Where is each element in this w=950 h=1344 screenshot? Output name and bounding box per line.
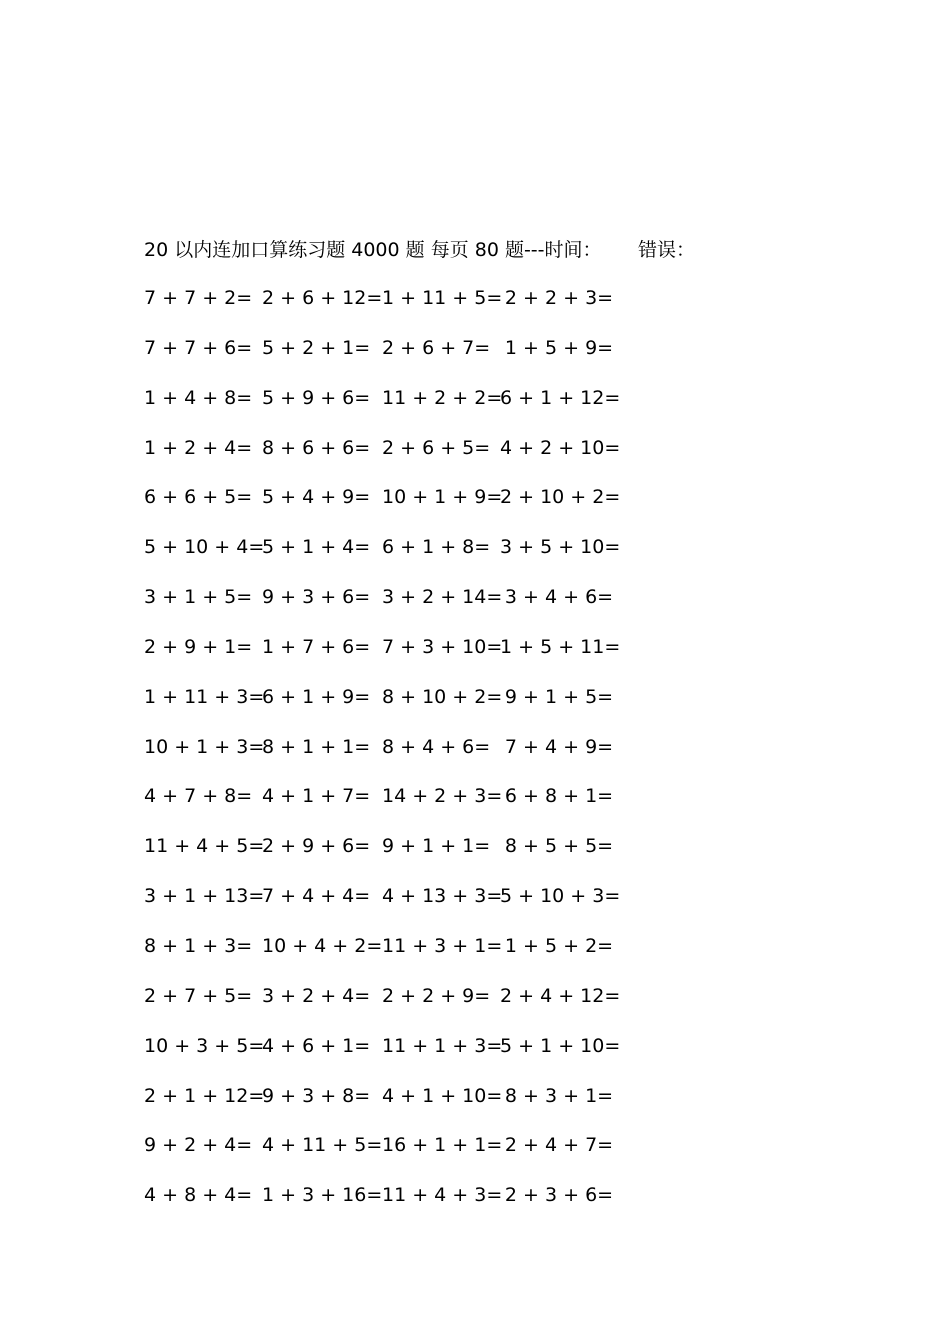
addition-problem: 1 + 3 + 16=: [262, 1184, 383, 1207]
addition-problem: 4 + 8 + 4=: [144, 1184, 253, 1207]
addition-problem: 7 + 4 + 9=: [504, 735, 614, 758]
worksheet-title: 20 以内连加口算练习题 4000 题 每页 80 题---时间：: [144, 239, 602, 261]
addition-problem: 6 + 6 + 5=: [144, 486, 253, 509]
addition-problem: 6 + 1 + 12=: [500, 386, 621, 409]
errors-label: 错误：: [638, 239, 696, 261]
addition-problem: 4 + 1 + 10=: [382, 1084, 503, 1107]
problem-row: [144, 334, 624, 384]
addition-problem: 9 + 3 + 8=: [262, 1084, 371, 1107]
addition-problem: 16 + 1 + 1=: [382, 1134, 503, 1157]
addition-problem: 8 + 5 + 5=: [504, 835, 614, 858]
addition-problem: 2 + 6 + 7=: [382, 336, 491, 359]
addition-problem: 7 + 3 + 10=: [382, 635, 503, 658]
problem-row: [144, 1181, 624, 1231]
addition-problem: 4 + 7 + 8=: [144, 785, 253, 808]
addition-problem: 6 + 8 + 1=: [504, 785, 614, 808]
addition-problem: 7 + 7 + 6=: [144, 336, 253, 359]
addition-problem: 14 + 2 + 3=: [382, 785, 503, 808]
addition-problem: 3 + 1 + 13=: [144, 885, 265, 908]
addition-problem: 2 + 7 + 5=: [144, 984, 253, 1007]
addition-problem: 8 + 6 + 6=: [262, 436, 371, 459]
addition-problem: 8 + 10 + 2=: [382, 685, 503, 708]
addition-problem: 10 + 4 + 2=: [262, 934, 383, 957]
addition-problem: 5 + 10 + 4=: [144, 536, 265, 559]
addition-problem: 1 + 5 + 11=: [500, 635, 621, 658]
addition-problem: 9 + 1 + 1=: [382, 835, 491, 858]
addition-problem: 2 + 4 + 7=: [504, 1134, 614, 1157]
problem-row: [144, 882, 624, 932]
addition-problem: 1 + 11 + 3=: [144, 685, 265, 708]
addition-problem: 9 + 3 + 6=: [262, 586, 371, 609]
addition-problem: 3 + 1 + 5=: [144, 586, 253, 609]
addition-problem: 11 + 1 + 3=: [382, 1034, 503, 1057]
addition-problem: 5 + 1 + 4=: [262, 536, 371, 559]
problem-grid: [144, 284, 624, 1231]
problem-row: [144, 932, 624, 982]
addition-problem: 5 + 4 + 9=: [262, 486, 371, 509]
addition-problem: 3 + 2 + 4=: [262, 984, 371, 1007]
addition-problem: 1 + 2 + 4=: [144, 436, 253, 459]
problem-row: [144, 483, 624, 533]
addition-problem: 7 + 4 + 4=: [262, 885, 371, 908]
addition-problem: 10 + 1 + 3=: [144, 735, 265, 758]
addition-problem: 2 + 10 + 2=: [500, 486, 621, 509]
addition-problem: 5 + 1 + 10=: [500, 1034, 621, 1057]
addition-problem: 2 + 3 + 6=: [504, 1184, 614, 1207]
addition-problem: 2 + 9 + 1=: [144, 635, 253, 658]
addition-problem: 8 + 4 + 6=: [382, 735, 491, 758]
addition-problem: 11 + 2 + 2=: [382, 386, 503, 409]
problem-row: [144, 832, 624, 882]
addition-problem: 2 + 2 + 9=: [382, 984, 491, 1007]
addition-problem: 8 + 1 + 1=: [262, 735, 371, 758]
addition-problem: 2 + 6 + 12=: [262, 287, 383, 309]
addition-problem: 4 + 1 + 7=: [262, 785, 371, 808]
problem-row: [144, 284, 624, 334]
addition-problem: 2 + 2 + 3=: [504, 287, 614, 309]
addition-problem: 5 + 2 + 1=: [262, 336, 371, 359]
problem-row: [144, 733, 624, 783]
problem-row: [144, 1032, 624, 1082]
problem-row: [144, 384, 624, 434]
addition-problem: 5 + 9 + 6=: [262, 386, 371, 409]
addition-problem: 1 + 11 + 5=: [382, 287, 503, 309]
addition-problem: 3 + 5 + 10=: [500, 536, 621, 559]
addition-problem: 1 + 5 + 2=: [504, 934, 614, 957]
problem-row: [144, 1131, 624, 1181]
addition-problem: 5 + 10 + 3=: [500, 885, 621, 908]
addition-problem: 4 + 13 + 3=: [382, 885, 503, 908]
addition-problem: 2 + 1 + 12=: [144, 1084, 265, 1107]
problem-row: [144, 583, 624, 633]
problem-row: [144, 782, 624, 832]
addition-problem: 9 + 2 + 4=: [144, 1134, 253, 1157]
addition-problem: 3 + 2 + 14=: [382, 586, 503, 609]
problem-row: [144, 533, 624, 583]
problem-row: [144, 633, 624, 683]
addition-problem: 11 + 3 + 1=: [382, 934, 503, 957]
problem-row: [144, 683, 624, 733]
addition-problem: 4 + 2 + 10=: [500, 436, 621, 459]
addition-problem: 1 + 4 + 8=: [144, 386, 253, 409]
addition-problem: 6 + 1 + 9=: [262, 685, 371, 708]
problem-row: [144, 1082, 624, 1132]
addition-problem: 6 + 1 + 8=: [382, 536, 491, 559]
addition-problem: 4 + 6 + 1=: [262, 1034, 371, 1057]
addition-problem: 2 + 4 + 12=: [500, 984, 621, 1007]
worksheet-header: [144, 236, 696, 264]
addition-problem: 2 + 9 + 6=: [262, 835, 371, 858]
addition-problem: 2 + 6 + 5=: [382, 436, 491, 459]
addition-problem: 9 + 1 + 5=: [504, 685, 614, 708]
problem-row: [144, 434, 624, 484]
addition-problem: 11 + 4 + 5=: [144, 835, 265, 858]
addition-problem: 7 + 7 + 2=: [144, 287, 253, 309]
addition-problem: 8 + 3 + 1=: [504, 1084, 614, 1107]
addition-problem: 10 + 3 + 5=: [144, 1034, 265, 1057]
addition-problem: 8 + 1 + 3=: [144, 934, 253, 957]
addition-problem: 4 + 11 + 5=: [262, 1134, 383, 1157]
addition-problem: 1 + 5 + 9=: [504, 336, 614, 359]
addition-problem: 11 + 4 + 3=: [382, 1184, 503, 1207]
addition-problem: 3 + 4 + 6=: [504, 586, 614, 609]
addition-problem: 10 + 1 + 9=: [382, 486, 503, 509]
addition-problem: 1 + 7 + 6=: [262, 635, 371, 658]
problem-row: [144, 982, 624, 1032]
